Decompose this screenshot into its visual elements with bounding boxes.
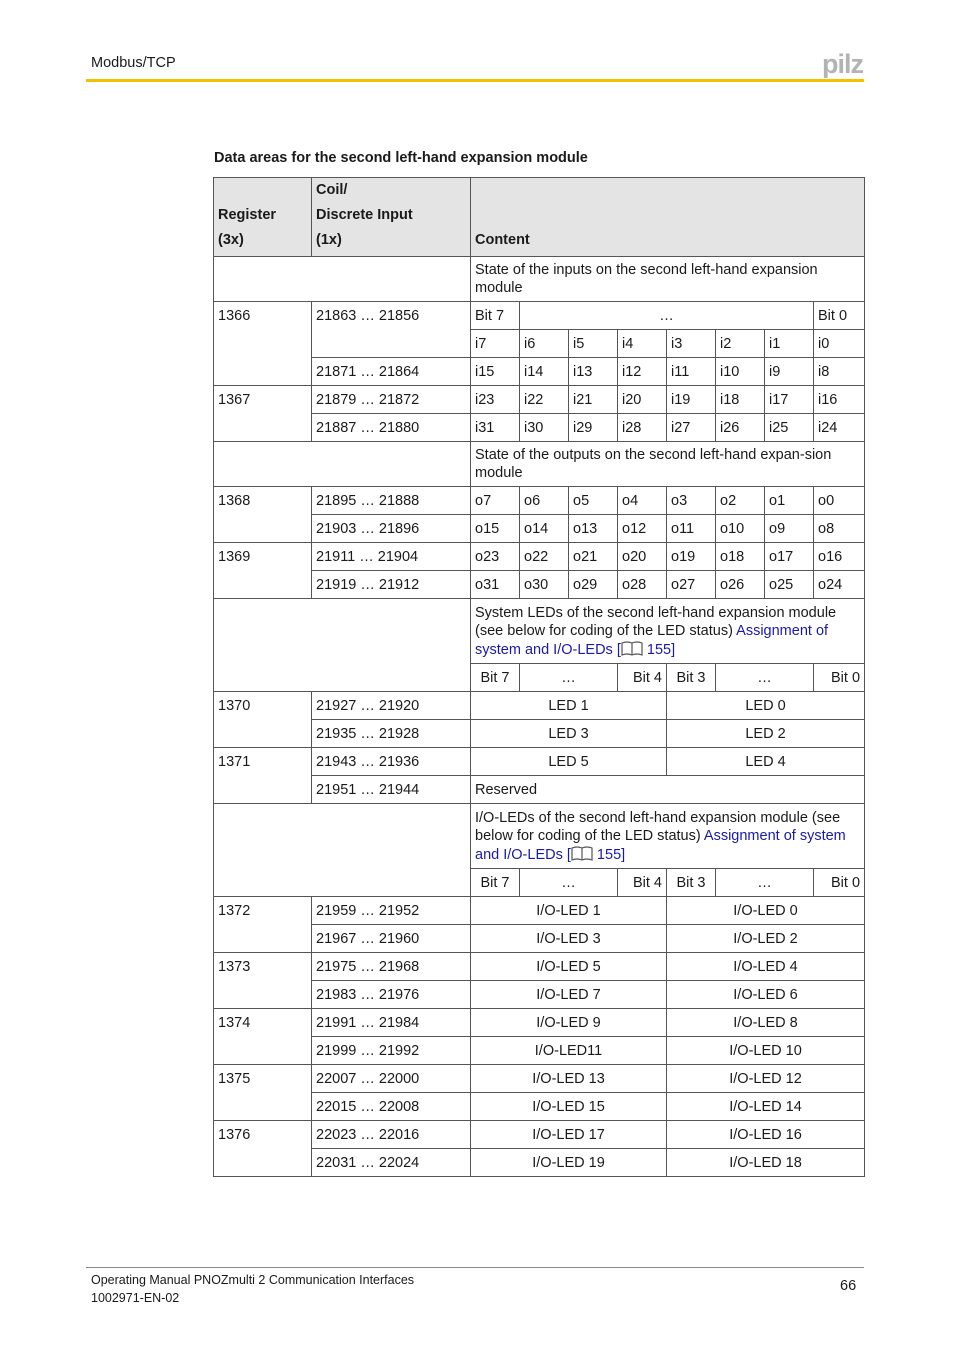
bit-cell: i14 (520, 358, 569, 386)
bit-cell: o30 (520, 571, 569, 599)
table-row (214, 925, 865, 953)
bit-cell: o21 (569, 543, 618, 571)
led-high-cell: I/O-LED 3 (471, 925, 667, 953)
coil-cell: 21943 … 21936 (312, 748, 471, 776)
coil-cell: 21887 … 21880 (312, 414, 471, 442)
bit-cell: o27 (667, 571, 716, 599)
bit-cell: o19 (667, 543, 716, 571)
section-row-outputs (214, 442, 865, 487)
led-low-cell: LED 2 (667, 720, 865, 748)
bit-cell: o1 (765, 487, 814, 515)
bit-cell: i28 (618, 414, 667, 442)
bit-cell: i11 (667, 358, 716, 386)
bit-cell: i29 (569, 414, 618, 442)
section-title: Data areas for the second left-hand expansion module (214, 150, 588, 166)
bit-cell: i10 (716, 358, 765, 386)
led-low-cell: I/O-LED 8 (667, 1009, 865, 1037)
table-row (214, 1093, 865, 1121)
bit-cell: i8 (814, 358, 865, 386)
footer-manual-title: Operating Manual PNOZmulti 2 Communication Interfaces (91, 1273, 415, 1287)
bit-cell: o4 (618, 487, 667, 515)
coil-cell: 21983 … 21976 (312, 981, 471, 1009)
bit-cell: i18 (716, 386, 765, 414)
footer-document-number: 1002971-EN-02 (91, 1291, 180, 1305)
header-coil: Coil/ Discrete Input (1x) (312, 178, 471, 257)
bit-cell: o7 (471, 487, 520, 515)
coil-cell: 21975 … 21968 (312, 953, 471, 981)
led-low-cell: I/O-LED 0 (667, 897, 865, 925)
led-high-cell: I/O-LED 19 (471, 1149, 667, 1177)
register-cell: 1375 (214, 1065, 312, 1121)
coil-cell: 21967 … 21960 (312, 925, 471, 953)
led-high-cell: I/O-LED 13 (471, 1065, 667, 1093)
led-high-cell: I/O-LED 7 (471, 981, 667, 1009)
register-cell: 1369 (214, 543, 312, 599)
table-row (214, 414, 865, 442)
table-row (214, 748, 865, 776)
page-number: 66 (840, 1278, 857, 1294)
led-low-cell: LED 0 (667, 692, 865, 720)
table-row (214, 981, 865, 1009)
bit-cell: o17 (765, 543, 814, 571)
bit-cell: i13 (569, 358, 618, 386)
header-title: Modbus/TCP (91, 55, 176, 71)
bit-cell: o8 (814, 515, 865, 543)
coil-cell: 21903 … 21896 (312, 515, 471, 543)
coil-cell: 21879 … 21872 (312, 386, 471, 414)
led-high-cell: I/O-LED 5 (471, 953, 667, 981)
led-high-cell: I/O-LED 9 (471, 1009, 667, 1037)
coil-cell: 21895 … 21888 (312, 487, 471, 515)
bit-cell: o12 (618, 515, 667, 543)
table-row: 21951 … 21944 Reserved (214, 776, 865, 804)
bit-cell: o31 (471, 571, 520, 599)
bit-cell: i6 (520, 330, 569, 358)
bit-cell: i27 (667, 414, 716, 442)
led-low-cell: I/O-LED 2 (667, 925, 865, 953)
bit-cell: o10 (716, 515, 765, 543)
led-low-cell: I/O-LED 4 (667, 953, 865, 981)
table-row (214, 1037, 865, 1065)
table-row (214, 692, 865, 720)
led-high-cell: I/O-LED11 (471, 1037, 667, 1065)
bit-cell: i4 (618, 330, 667, 358)
book-icon (621, 640, 643, 657)
led-low-cell: I/O-LED 18 (667, 1149, 865, 1177)
system-leds-description: System LEDs of the second left-hand expansion module (see below for coding of the LED status) Assignment of system and I/O-LEDs [ 155] (471, 599, 865, 664)
coil-cell: 21919 … 21912 (312, 571, 471, 599)
bit-cell: i26 (716, 414, 765, 442)
section-row-io-leds (214, 804, 865, 869)
bit-cell: o24 (814, 571, 865, 599)
coil-cell: 22023 … 22016 (312, 1121, 471, 1149)
table-row (214, 953, 865, 981)
header-content: Content (471, 178, 865, 257)
outputs-description: State of the outputs on the second left-hand expan-sion module (471, 442, 865, 487)
bit-cell: i20 (618, 386, 667, 414)
bit-cell: o9 (765, 515, 814, 543)
data-areas-table (213, 177, 865, 1177)
inputs-description: State of the inputs on the second left-hand expansion module (471, 257, 865, 302)
bit-cell: o11 (667, 515, 716, 543)
bit-cell: o16 (814, 543, 865, 571)
bit-cell: o15 (471, 515, 520, 543)
led-high-cell: LED 5 (471, 748, 667, 776)
logo-text: pilz (822, 50, 863, 78)
bit-cell: i17 (765, 386, 814, 414)
coil-cell: 21991 … 21984 (312, 1009, 471, 1037)
bit-cell: o23 (471, 543, 520, 571)
bit-cell: o5 (569, 487, 618, 515)
bit-cell: i22 (520, 386, 569, 414)
led-low-cell: LED 4 (667, 748, 865, 776)
bit-cell: i7 (471, 330, 520, 358)
pilz-logo (820, 50, 866, 78)
coil-cell: 22015 … 22008 (312, 1093, 471, 1121)
header-rule (86, 79, 864, 82)
coil-cell: 21999 … 21992 (312, 1037, 471, 1065)
reserved-cell: Reserved (471, 776, 865, 804)
led-low-cell: I/O-LED 14 (667, 1093, 865, 1121)
bit-cell: o18 (716, 543, 765, 571)
bit-cell: i1 (765, 330, 814, 358)
bit-cell: i24 (814, 414, 865, 442)
coil-cell: 21959 … 21952 (312, 897, 471, 925)
led-high-cell: LED 3 (471, 720, 667, 748)
table-row (214, 720, 865, 748)
assignment-link[interactable]: Assignment of system and I/O-LEDs [ 155] (475, 622, 829, 658)
bit-cell: i5 (569, 330, 618, 358)
bit-cell: o28 (618, 571, 667, 599)
table-row (214, 487, 865, 515)
section-row-system-leds (214, 599, 865, 664)
register-cell: 1367 (214, 386, 312, 442)
table-header-row (214, 178, 865, 257)
table-row (214, 571, 865, 599)
bit-cell: i2 (716, 330, 765, 358)
table-row (214, 1065, 865, 1093)
coil-cell: 22031 … 22024 (312, 1149, 471, 1177)
bit-cell: o29 (569, 571, 618, 599)
bit-cell: i3 (667, 330, 716, 358)
table-row (214, 358, 865, 386)
coil-cell: 22007 … 22000 (312, 1065, 471, 1093)
book-icon (571, 845, 593, 862)
led-high-cell: I/O-LED 15 (471, 1093, 667, 1121)
register-cell: 1370 (214, 692, 312, 748)
led-low-cell: I/O-LED 6 (667, 981, 865, 1009)
bit-header-row: Bit 7 … Bit 4 Bit 3 … Bit 0 (214, 869, 865, 897)
register-cell: 1371 (214, 748, 312, 804)
register-cell: 1376 (214, 1121, 312, 1177)
bit-cell: i9 (765, 358, 814, 386)
bit-cell: o13 (569, 515, 618, 543)
table-row (214, 1149, 865, 1177)
coil-cell: 21935 … 21928 (312, 720, 471, 748)
bit-cell: o2 (716, 487, 765, 515)
bit-cell: i0 (814, 330, 865, 358)
led-high-cell: I/O-LED 17 (471, 1121, 667, 1149)
led-high-cell: I/O-LED 1 (471, 897, 667, 925)
table-row (214, 386, 865, 414)
io-leds-description: I/O-LEDs of the second left-hand expansion module (see below for coding of the LED status) Assignment of system and I/O-LEDs [ 155] (471, 804, 865, 869)
section-row-inputs (214, 257, 865, 302)
bit-cell: o20 (618, 543, 667, 571)
table-row (214, 543, 865, 571)
assignment-link[interactable]: Assignment of system and I/O-LEDs [ 155] (475, 827, 846, 863)
bit-cell: o6 (520, 487, 569, 515)
led-low-cell: I/O-LED 10 (667, 1037, 865, 1065)
bit-cell: i31 (471, 414, 520, 442)
register-cell: 1374 (214, 1009, 312, 1065)
footer-rule (86, 1267, 864, 1268)
table-row (214, 1121, 865, 1149)
bit-cell: i30 (520, 414, 569, 442)
bit-cell: o14 (520, 515, 569, 543)
table-row (214, 515, 865, 543)
bit-cell: o22 (520, 543, 569, 571)
table-row: 1366 21863 … 21856 Bit 7 … Bit 0 (214, 302, 865, 330)
bit-cell: i15 (471, 358, 520, 386)
bit-cell: o3 (667, 487, 716, 515)
led-low-cell: I/O-LED 16 (667, 1121, 865, 1149)
register-cell: 1373 (214, 953, 312, 1009)
bit-cell: i21 (569, 386, 618, 414)
register-cell: 1368 (214, 487, 312, 543)
register-cell: 1372 (214, 897, 312, 953)
table-row (214, 1009, 865, 1037)
bit-cell: o25 (765, 571, 814, 599)
table-row (214, 897, 865, 925)
coil-cell: 21927 … 21920 (312, 692, 471, 720)
bit-cell: o0 (814, 487, 865, 515)
bit-cell: i23 (471, 386, 520, 414)
bit-cell: i16 (814, 386, 865, 414)
bit-cell: i12 (618, 358, 667, 386)
led-high-cell: LED 1 (471, 692, 667, 720)
led-low-cell: I/O-LED 12 (667, 1065, 865, 1093)
coil-cell: 21871 … 21864 (312, 358, 471, 386)
bit-cell: i19 (667, 386, 716, 414)
coil-cell: 21911 … 21904 (312, 543, 471, 571)
bit-cell: o26 (716, 571, 765, 599)
bit-header-row: Bit 7 … Bit 4 Bit 3 … Bit 0 (214, 664, 865, 692)
bit-cell: i25 (765, 414, 814, 442)
header-register: Register (3x) (214, 178, 312, 257)
